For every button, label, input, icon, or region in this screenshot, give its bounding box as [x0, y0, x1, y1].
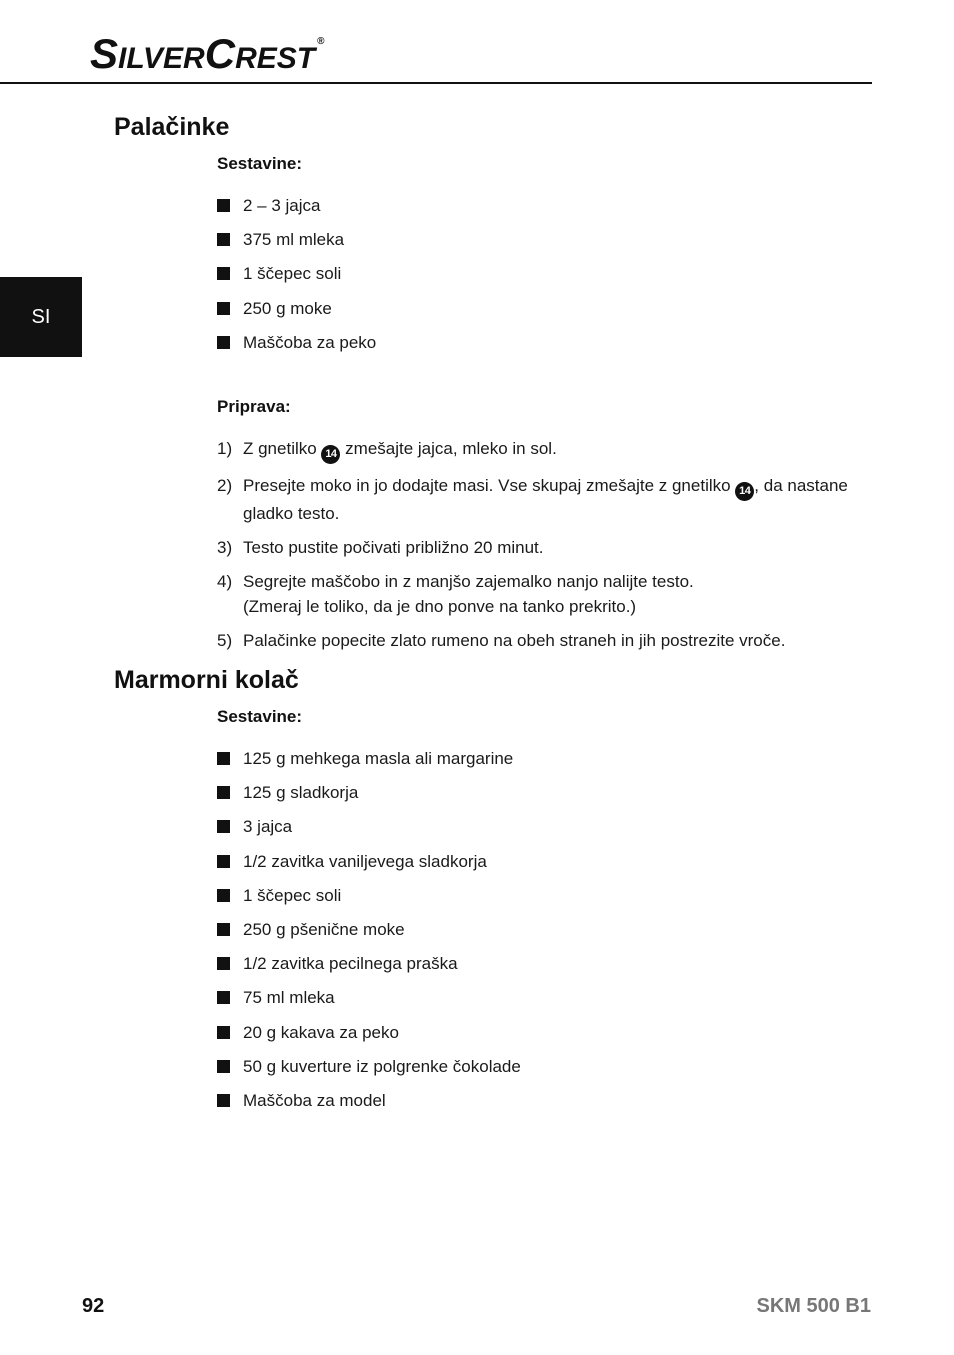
list-item: 250 g moke	[217, 299, 376, 333]
bullet-square-icon	[217, 820, 230, 833]
bullet-square-icon	[217, 1060, 230, 1073]
page-number: 92	[82, 1295, 105, 1317]
bullet-square-icon	[217, 786, 230, 799]
list-item: 125 g mehkega masla ali margarine	[217, 749, 521, 783]
preparation-steps	[217, 436, 857, 662]
bullet-square-icon	[217, 957, 230, 970]
bullet-square-icon	[217, 991, 230, 1004]
step-item: 3) Testo pustite počivati približno 20 minut.	[217, 538, 544, 557]
step-item: 2) Presejte moko in jo dodajte masi. Vse skupaj zmešajte z gnetilko 14 , da nastane gladko testo.	[217, 476, 848, 523]
list-item: 125 g sladkorja	[217, 783, 521, 817]
step-item: 1) Z gnetilko 14 zmešajte jajca, mleko in sol.	[217, 436, 857, 464]
list-item: 20 g kakava za peko	[217, 1023, 521, 1057]
list-item: Maščoba za model	[217, 1091, 521, 1125]
bullet-square-icon	[217, 199, 230, 212]
brand-logo	[90, 30, 324, 78]
list-item: 75 ml mleka	[217, 988, 521, 1022]
reference-number-icon: 14	[321, 445, 340, 464]
language-tab	[0, 277, 82, 357]
ingredients-heading: Sestavine:	[217, 154, 303, 173]
bullet-square-icon	[217, 923, 230, 936]
logo-letter-s: S	[90, 30, 119, 77]
section-title-marmorni-kolac: Marmorni kolač	[114, 666, 299, 694]
bullet-square-icon	[217, 302, 230, 315]
list-item: 1/2 zavitka vaniljevega sladkorja	[217, 852, 521, 886]
list-item: 2 – 3 jajca	[217, 196, 376, 230]
list-item: 50 g kuverture iz polgrenke čokolade	[217, 1057, 521, 1091]
step-item: 5) Palačinke popecite zlato rumeno na obeh straneh in jih postrezite vroče.	[217, 631, 786, 650]
step-item: 4) Segrejte maščobo in z manjšo zajemalko nanjo nalijte testo. (Zmeraj le toliko, da je dno ponve na tanko prekrito.)	[217, 572, 694, 616]
model-name: SKM 500 B1	[756, 1295, 871, 1317]
list-item: 1/2 zavitka pecilnega praška	[217, 954, 521, 988]
list-item: Maščoba za peko	[217, 333, 376, 367]
ingredients-list-marmorni-kolac	[217, 749, 521, 1125]
bullet-square-icon	[217, 889, 230, 902]
bullet-square-icon	[217, 267, 230, 280]
bullet-square-icon	[217, 752, 230, 765]
list-item: 375 ml mleka	[217, 230, 376, 264]
bullet-square-icon	[217, 1026, 230, 1039]
logo-text-ilver: ILVER	[118, 42, 205, 75]
list-item: 1 ščepec soli	[217, 264, 376, 298]
logo-letter-c: C	[204, 30, 236, 77]
bullet-square-icon	[217, 855, 230, 868]
section-title-palacinke: Palačinke	[114, 113, 230, 141]
list-item: 1 ščepec soli	[217, 886, 521, 920]
list-item: 3 jajca	[217, 817, 521, 851]
ingredients-heading: Sestavine:	[217, 707, 303, 726]
list-item: 250 g pšenične moke	[217, 920, 521, 954]
logo-text-rest: REST	[235, 42, 316, 75]
language-code: SI	[31, 305, 51, 328]
bullet-square-icon	[217, 233, 230, 246]
reference-number-icon: 14	[735, 482, 754, 501]
ingredients-list-palacinke	[217, 196, 376, 367]
registered-mark: ®	[317, 36, 325, 47]
preparation-heading: Priprava:	[217, 397, 291, 416]
bullet-square-icon	[217, 336, 230, 349]
bullet-square-icon	[217, 1094, 230, 1107]
header-rule	[0, 82, 872, 84]
